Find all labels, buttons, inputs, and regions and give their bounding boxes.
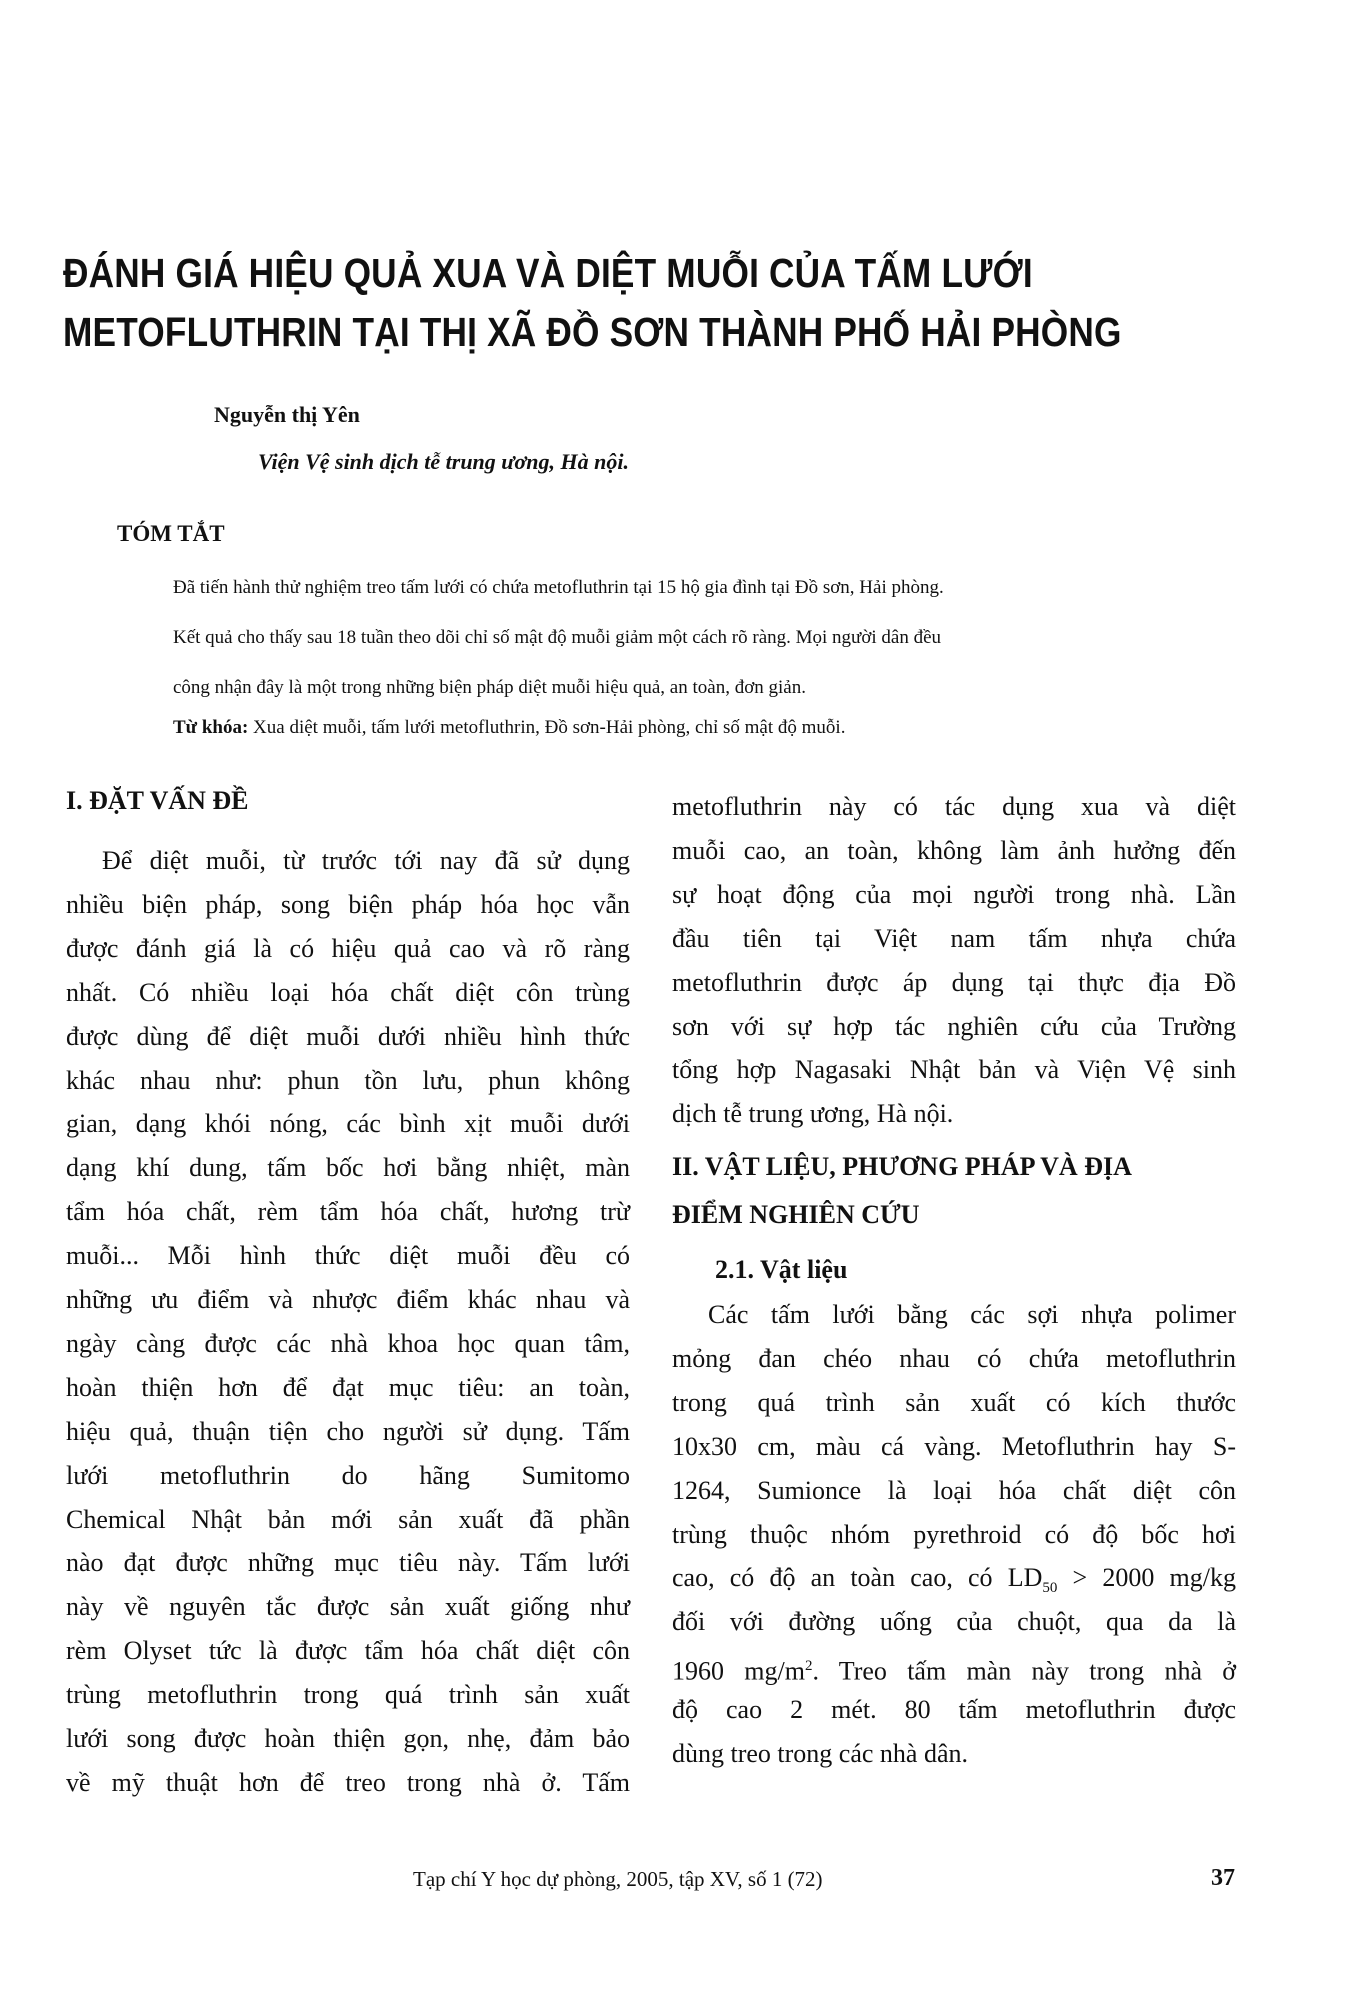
text-part: 1960 mg/m: [672, 1656, 805, 1686]
text-line: [672, 1561, 1236, 1595]
text-line: mỏng đan chéo nhau có chứa metofluthrin: [672, 1343, 1236, 1373]
text-line: nhiều biện pháp, song biện pháp hóa học vẫn: [66, 889, 630, 919]
abstract-line: Kết quả cho thấy sau 18 tuần theo dõi chỉ số mật độ muỗi giảm một cách rõ ràng. Mọi người dân đều: [173, 627, 942, 648]
keywords-label: Từ khóa:: [173, 717, 249, 738]
text-line: về mỹ thuật hơn để treo trong nhà ở. Tấm: [66, 1767, 630, 1797]
section-1-heading: I. ĐẶT VẤN ĐỀ: [66, 786, 249, 815]
text-line: 10x30 cm, màu cá vàng. Metofluthrin hay S-: [672, 1431, 1236, 1461]
text-line: hoàn thiện hơn để đạt mục tiêu: an toàn,: [66, 1372, 630, 1402]
text-line: rèm Olyset tức là được tẩm hóa chất diệt côn: [66, 1636, 630, 1666]
text-line: được đánh giá là có hiệu quả cao và rõ ràng: [66, 933, 630, 963]
subsection-2-1-heading: 2.1. Vật liệu: [715, 1255, 848, 1284]
author: Nguyễn thị Yên: [214, 402, 360, 427]
text-line: sơn với sự hợp tác nghiên cứu của Trường: [672, 1011, 1236, 1041]
abstract-line: Đã tiến hành thử nghiệm treo tấm lưới có chứa metofluthrin tại 15 hộ gia đình tại Đồ sơn, Hải phòng.: [173, 577, 944, 598]
page-number: 37: [1211, 1865, 1235, 1891]
text-line: lưới metofluthrin do hãng Sumitomo: [66, 1460, 630, 1490]
text-line: này về nguyên tắc được sản xuất giống như: [66, 1592, 630, 1622]
text-line: lưới song được hoàn thiện gọn, nhẹ, đảm bảo: [66, 1724, 630, 1753]
subscript: 50: [1042, 1580, 1058, 1597]
section-2-heading-line-1: II. VẬT LIỆU, PHƯƠNG PHÁP VÀ ĐỊA: [672, 1152, 1132, 1181]
text-line: trùng metofluthrin trong quá trình sản xuất: [66, 1680, 630, 1710]
abstract-heading: TÓM TẮT: [117, 521, 225, 546]
text-line: đối với đường uống của chuột, qua da là: [672, 1607, 1236, 1636]
text-line: 1264, Sumionce là loại hóa chất diệt côn: [672, 1475, 1236, 1505]
title-line-1: ĐÁNH GIÁ HIỆU QUẢ XUA VÀ DIỆT MUỖI CỦA TẤM LƯỚI: [63, 250, 1033, 296]
text-line: khác nhau như: phun tồn lưu, phun không: [66, 1065, 630, 1095]
text-line: trùng thuộc nhóm pyrethroid có độ bốc hơi: [672, 1519, 1236, 1549]
text-line: hiệu quả, thuận tiện cho người sử dụng. Tấm: [66, 1416, 630, 1446]
title-line-2: METOFLUTHRIN TẠI THỊ XÃ ĐỒ SƠN THÀNH PHỐ HẢI PHÒNG: [63, 309, 1122, 355]
keywords: [173, 717, 845, 739]
text-line: dùng treo trong các nhà dân.: [672, 1738, 969, 1768]
text-line: Chemical Nhật bản mới sản xuất đã phần: [66, 1504, 630, 1534]
text-line: tẩm hóa chất, rèm tẩm hóa chất, hương trừ: [66, 1197, 630, 1227]
abstract-line: công nhận đây là một trong những biện pháp diệt muỗi hiệu quả, an toàn, đơn giản.: [173, 677, 806, 698]
text-line: Để diệt muỗi, từ trước tới nay đã sử dụng: [102, 846, 630, 875]
text-line: muỗi cao, an toàn, không làm ảnh hưởng đến: [672, 835, 1236, 865]
text-line: nhất. Có nhiều loại hóa chất diệt côn trùng: [66, 977, 630, 1007]
keywords-text: Xua diệt muỗi, tấm lưới metofluthrin, Đồ sơn-Hải phòng, chỉ số mật độ muỗi.: [248, 717, 846, 738]
text-line: dạng khí dung, tấm bốc hơi bằng nhiệt, màn: [66, 1153, 630, 1183]
superscript: 2: [804, 1658, 813, 1674]
text-part: cao, có độ an toàn cao, có LD: [672, 1563, 1043, 1592]
text-line: những ưu điểm và nhược điểm khác nhau và: [66, 1285, 630, 1314]
text-line: metofluthrin được áp dụng tại thực địa Đồ: [672, 967, 1236, 997]
text-line: trong quá trình sản xuất có kích thước: [672, 1387, 1236, 1417]
text-line: đầu tiên tại Việt nam tấm nhựa chứa: [672, 923, 1236, 953]
text-part: > 2000 mg/kg: [1057, 1563, 1236, 1592]
text-line: độ cao 2 mét. 80 tấm metofluthrin được: [672, 1695, 1236, 1725]
text-line: [672, 1649, 1236, 1686]
text-line: muỗi... Mỗi hình thức diệt muỗi đều có: [66, 1241, 630, 1271]
section-2-heading-line-2: ĐIỂM NGHIÊN CỨU: [672, 1200, 920, 1229]
journal-footer: Tạp chí Y học dự phòng, 2005, tập XV, số 1 (72): [413, 1867, 823, 1891]
text-line: dịch tễ trung ương, Hà nội.: [672, 1099, 954, 1129]
text-line: metofluthrin này có tác dụng xua và diệt: [672, 792, 1236, 821]
text-line: được dùng để diệt muỗi dưới nhiều hình thức: [66, 1021, 630, 1051]
text-line: nào đạt được những mục tiêu này. Tấm lưới: [66, 1548, 630, 1578]
text-line: tổng hợp Nagasaki Nhật bản và Viện Vệ sinh: [672, 1055, 1236, 1085]
text-line: gian, dạng khói nóng, các bình xịt muỗi dưới: [66, 1109, 630, 1139]
text-line: sự hoạt động của mọi người trong nhà. Lần: [672, 879, 1236, 909]
text-line: Các tấm lưới bằng các sợi nhựa polimer: [708, 1300, 1236, 1329]
text-line: ngày càng được các nhà khoa học quan tâm,: [66, 1328, 630, 1358]
affiliation: Viện Vệ sinh dịch tễ trung ương, Hà nội.: [258, 449, 629, 474]
text-part: . Treo tấm màn này trong nhà ở: [812, 1656, 1236, 1686]
